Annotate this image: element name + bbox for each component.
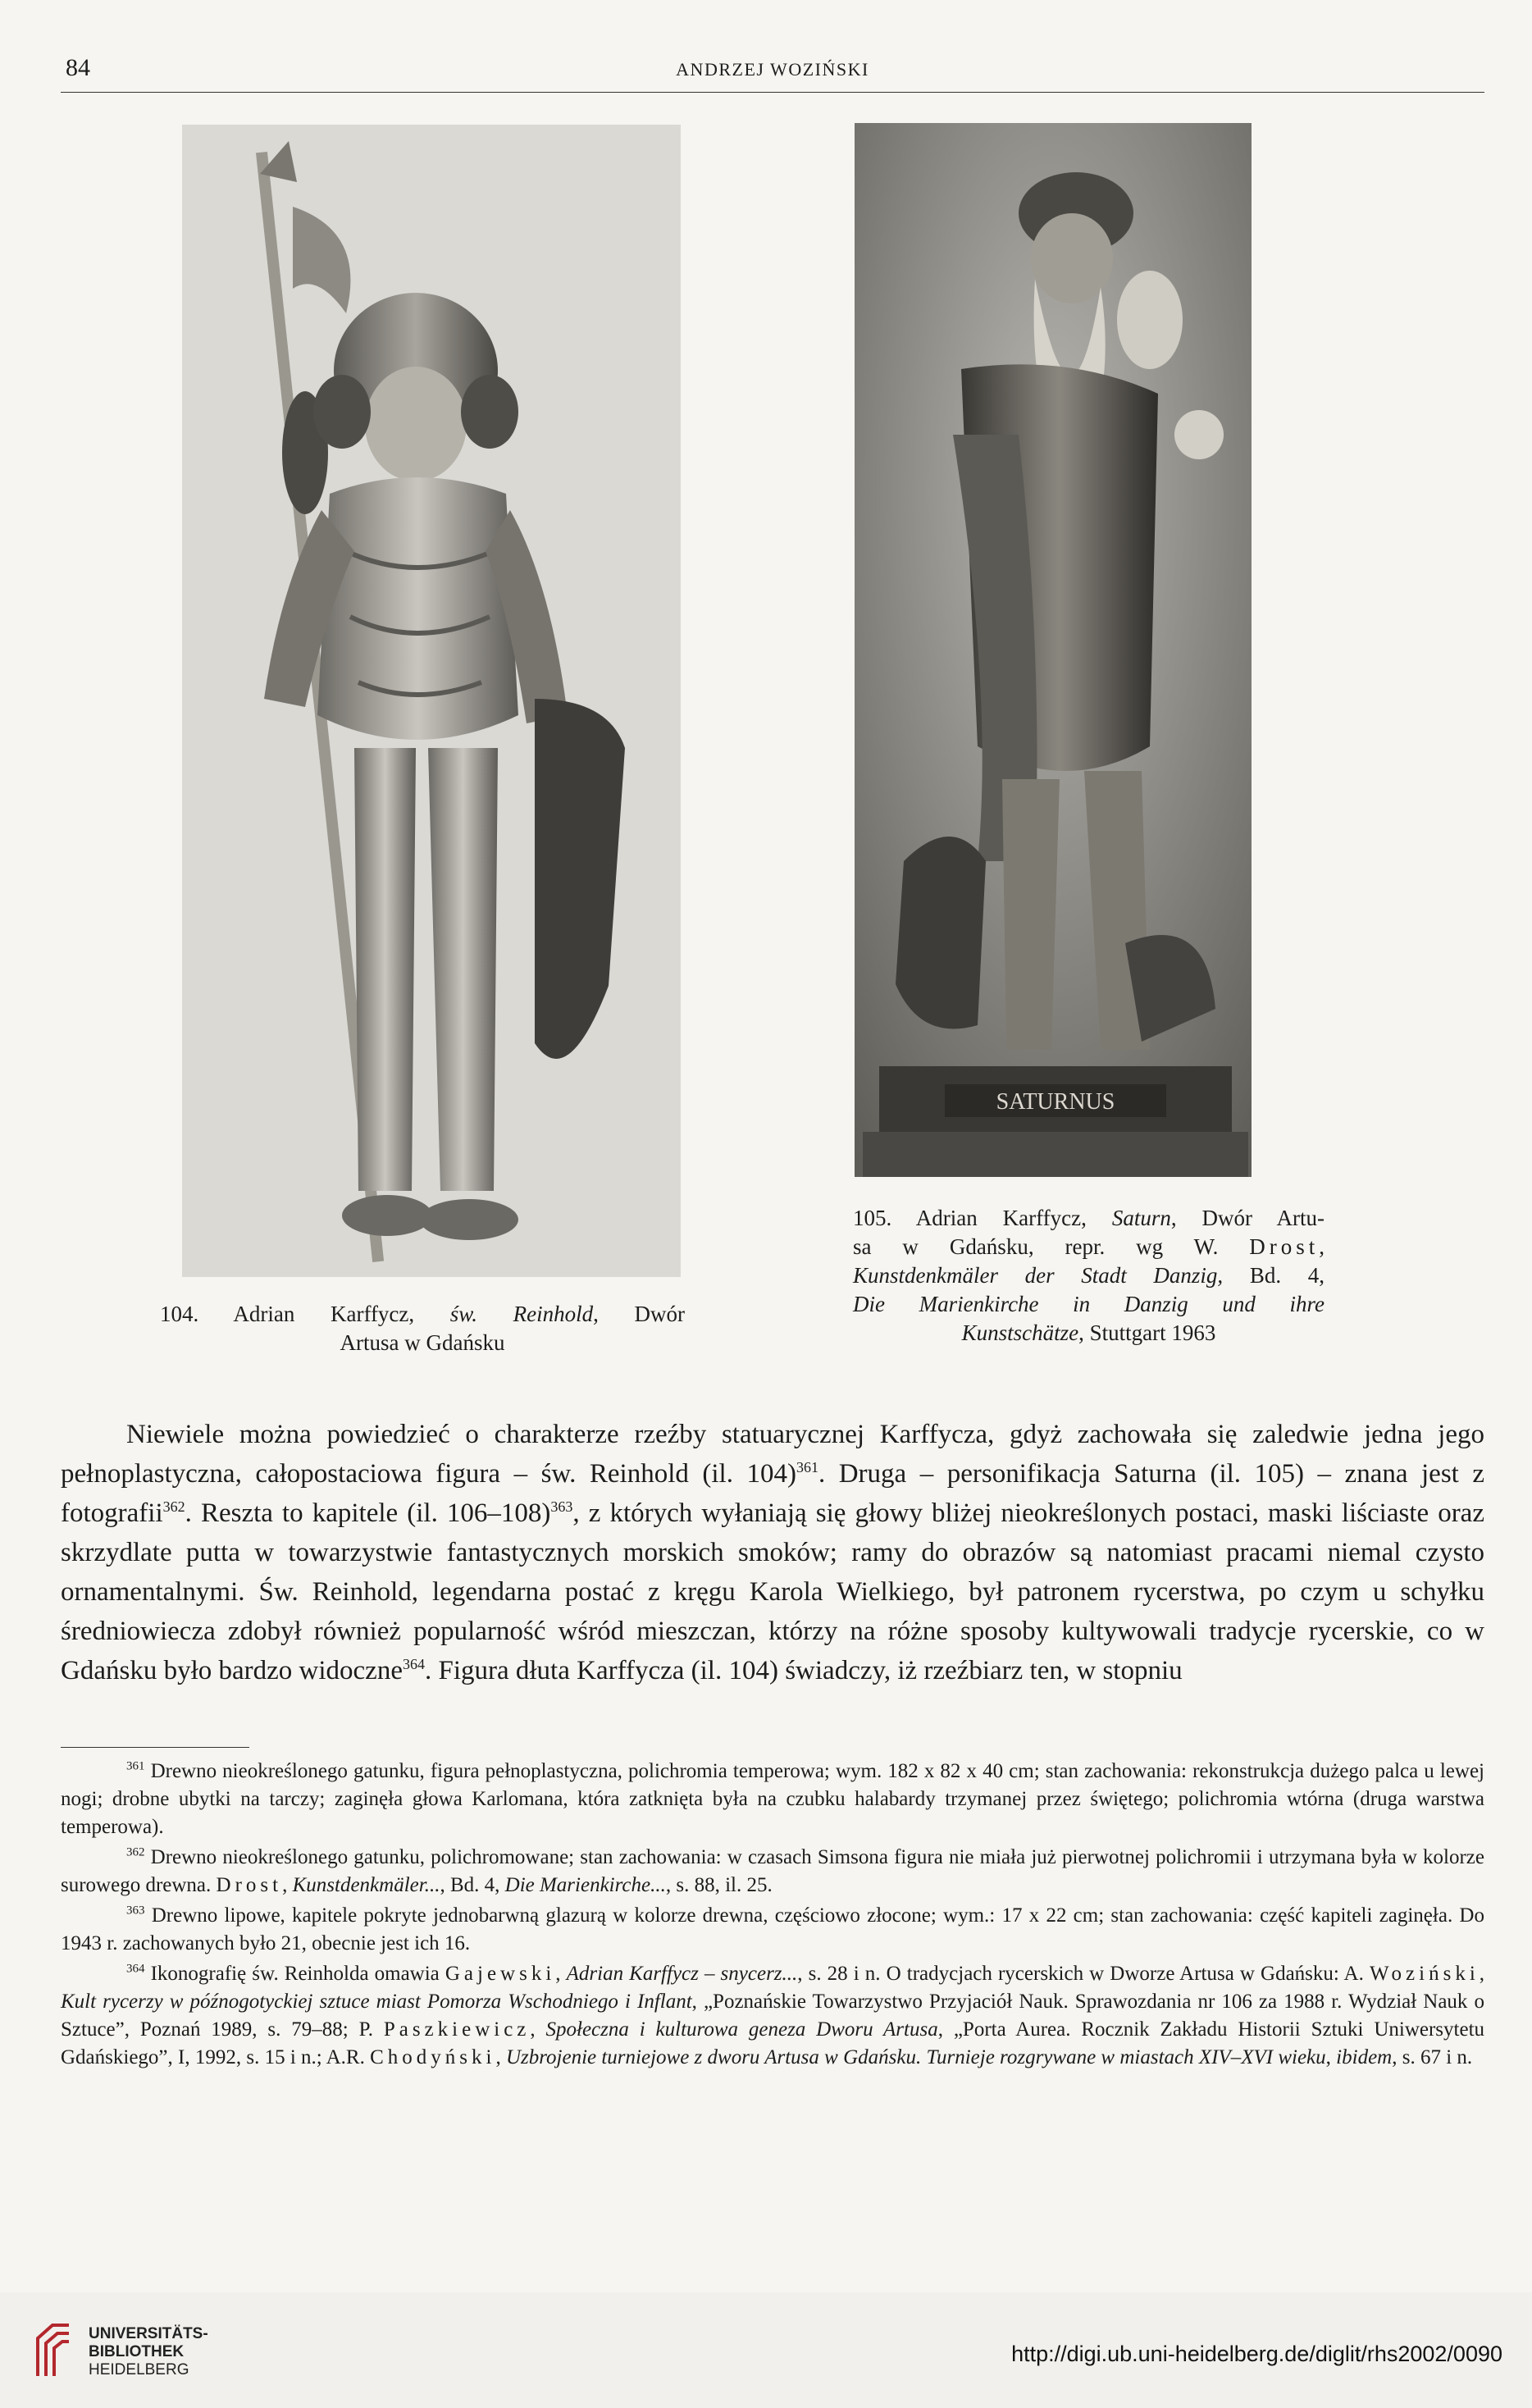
footnote-361: $^{361}$ Drewno nieokreślonego gatunku, figura pełnoplastyczna, polichromia temperowa; wym. 182 x 82 x 40 cm; stan zachowania: rekonstrukcja dużego palca u lewej nogi; drobne ubytki na tarczy; zaginęła głowa Karlomana, która zatknięta była na czubku halabardy trzymanej przez świętego; polichromia wtórna (druga warstwa temperowa).	[61, 1759, 1484, 1838]
figure-104-caption	[160, 1300, 685, 1357]
library-name: UNIVERSITÄTS- BIBLIOTHEK HEIDELBERG	[89, 2325, 208, 2378]
footnote-364: $^{364}$ Ikonografię św. Reinholda omawia Gajewski, Adrian Karffycz – snycerz..., s. 28 i n. O tradycjach rycerskich w Dworze Artusa w Gdańsku: A. Woziński, Kult rycerzy w późnogotyckiej sztuce miast Pomorza Wschodniego i Inflant, „Poznańskie Towarzystwo Przyjaciół Nauk. Sprawozdania nr 106 za 1988 r. Wydział Nauk o Sztuce”, Poznań 1989, s. 79–88; P. Paszkiewicz, Społeczna i kulturowa geneza Dworu Artusa, „Porta Aurea. Rocznik Zakładu Historii Sztuki Uniwersytetu Gdańskiego”, I, 1992, s. 15 i n.; A.R. Chodyński, Uzbrojenie turniejowe z dworu Artusa w Gdańsku. Turnieje rozgrywane w miastach XIV–XVI wieku, ibidem, s. 67 i n.	[61, 1962, 1485, 2068]
running-head: ANDRZEJ WOZIŃSKI	[676, 59, 869, 80]
page-number: 84	[66, 54, 90, 81]
statue-saturn-photo	[855, 123, 1252, 1177]
caption-104-line1: 104. Adrian Karffycz, św. Reinhold, Dwór	[160, 1302, 685, 1326]
statue-knight-halberd-photo	[182, 125, 681, 1277]
caption-105-line4: Die Marienkirche in Danzig und ihre	[853, 1292, 1325, 1316]
footnote-ref[interactable]: 363	[550, 1498, 573, 1515]
footnote-ref[interactable]: 362	[162, 1498, 185, 1515]
footnote-ref[interactable]: 361	[796, 1459, 818, 1475]
body-paragraph: Niewiele można powiedzieć o charakterze rzeźby statuarycznej Karffycza, gdyż zachowała się zaledwie jedna jego pełnoplastyczna, całopostaciowa figura – św. Reinhold (il. 104)$^{361}$. Druga – personifikacja Saturna (il. 105) – znana jest z fotografii$^{362}$. Reszta to kapitele (il. 106–108)$^{363}$, z których wyłaniają się głowy bliżej nieokreślonych postaci, maski liściaste oraz skrzydlate putta w towarzystwie fantastycznych morskich smoków; ramy do obrazów są natomiast pracami niemal czysto ornamentalnymi. Św. Reinhold, legendarna postać z kręgu Karola Wielkiego, był patronem rycerstwa, po czym u schyłku średniowiecza zdobył również popularność wśród mieszczan, którzy na różne sposoby kultywowali tradycje rycerskie, co w Gdańsku było bardzo widoczne$^{364}$. Figura dłuta Karffycza (il. 104) świadczy, iż rzeźbiarz ten, w stopniu	[61, 1420, 1484, 1685]
caption-104-line2: Artusa w Gdańsku	[340, 1330, 505, 1355]
footnotes	[61, 1758, 1484, 2074]
figure-105-caption	[853, 1204, 1325, 1348]
caption-105-line1: 105. Adrian Karffycz, Saturn, Dwór Artu-	[853, 1206, 1325, 1230]
plinth-inscription: SATURNUS	[996, 1089, 1115, 1115]
footnote-ref[interactable]: 364	[402, 1656, 425, 1672]
figure-104-photo	[182, 125, 681, 1277]
caption-105-line3: Kunstdenkmäler der Stadt Danzig, Bd. 4,	[853, 1263, 1325, 1288]
footnote-363: $^{363}$ Drewno lipowe, kapitele pokryte jednobarwną glazurą w kolorze drewna, częściowo złocone; wym.: 17 x 22 cm; stan zachowania: część kapiteli zaginęła. Do 1943 r. zachowanych było 21, obecnie jest ich 16.	[61, 1904, 1484, 1954]
page-header	[61, 51, 1484, 93]
ub-heidelberg-logo-icon[interactable]	[33, 2320, 74, 2379]
footnote-362: $^{362}$ Drewno nieokreślonego gatunku, polichromowane; stan zachowania: w czasach Simsona figura nie miała już pierwotnej polichromii i utrzymana była w kolorze surowego drewna. Drost, Kunstdenkmäler..., Bd. 4, Die Marienkirche..., s. 88, il. 25.	[61, 1845, 1484, 1896]
figure-105-photo	[855, 123, 1252, 1177]
footnote-divider	[61, 1747, 249, 1748]
library-footer	[0, 2292, 1532, 2408]
caption-105-line5: Kunstschätze, Stuttgart 1963	[961, 1320, 1216, 1345]
caption-105-line2: sa w Gdańsku, repr. wg W. Drost,	[853, 1234, 1325, 1259]
body-text	[61, 1415, 1484, 1690]
source-url-link[interactable]: http://digi.ub.uni-heidelberg.de/diglit/rhs2002/0090	[1011, 2342, 1502, 2366]
